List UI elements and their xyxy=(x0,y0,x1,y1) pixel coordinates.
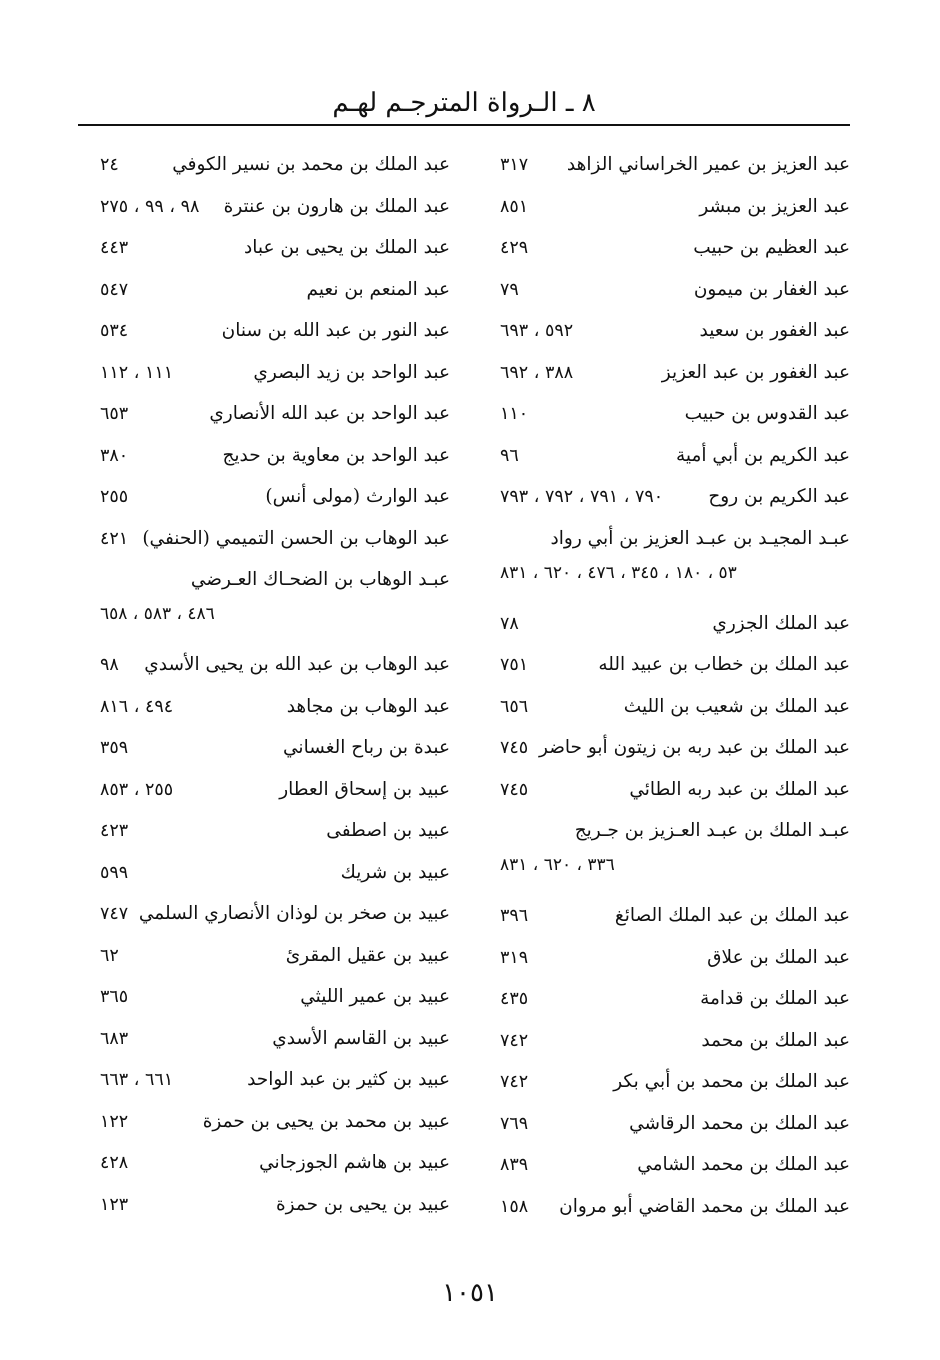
narrator-name: عبد الكريم بن روح xyxy=(708,486,850,507)
index-entry xyxy=(100,186,450,228)
page-references: ٧٦٩ xyxy=(500,1113,529,1134)
index-entry xyxy=(500,227,850,269)
narrator-name: عبيد بن إسحاق العطار xyxy=(279,778,450,800)
page-references: ٨٥١ xyxy=(500,196,529,217)
index-column-right xyxy=(500,144,850,1227)
index-entry xyxy=(500,1061,850,1103)
narrator-name: عبد الملك بن محمد القاضي أبو مروان xyxy=(559,1195,850,1217)
narrator-name: عبد الملك بن عبد الملك الصائغ xyxy=(614,905,850,926)
page-references: ٤٣٥ xyxy=(500,989,529,1009)
narrator-name: عبيد بن هاشم الجوزجاني xyxy=(259,1152,450,1173)
narrator-name: عبيد بن شريك xyxy=(340,861,450,883)
narrator-name: عبد الملك بن محمد بن أبي بكر xyxy=(613,1071,850,1092)
page-header xyxy=(78,82,850,126)
narrator-name: عبيد بن عمير الليثي xyxy=(300,986,450,1007)
page-references: ٩٨ xyxy=(100,655,119,675)
page-references: ٧٨ xyxy=(500,613,519,634)
page-references: ٣١٧ xyxy=(500,155,529,175)
page-references: ٣٩٦ xyxy=(500,906,529,926)
page-references: ٣٨٨ ، ٦٩٢ xyxy=(500,362,574,383)
narrator-name: عبد الوارث (مولى أنس) xyxy=(265,486,450,507)
narrator-name: عبد المنعم بن نعيم xyxy=(306,278,450,300)
index-entry xyxy=(100,227,450,269)
page-references: ١٥٨ xyxy=(500,1196,529,1217)
narrator-name: عبـد الوهاب بن الضحـاك العـرضي xyxy=(190,569,450,590)
index-entry xyxy=(500,393,850,435)
index-entry xyxy=(100,1101,450,1143)
narrator-name: عبيد بن يحيى بن حمزة xyxy=(275,1193,450,1215)
page-references: ٢٤ xyxy=(100,155,119,175)
narrator-name: عبد الملك بن محمد الرقاشي xyxy=(629,1112,850,1134)
index-entry xyxy=(500,144,850,186)
narrator-name: عبـد الملك بن عبـد العـزيز بن جـريج xyxy=(574,820,850,841)
narrator-name: عبيد بن كثير بن عبد الواحد xyxy=(247,1069,450,1090)
index-entry xyxy=(500,476,850,518)
page-references: ٤٩٤ ، ٨١٦ xyxy=(100,696,174,717)
index-entry xyxy=(100,310,450,352)
page-references: ١١٠ xyxy=(500,404,529,424)
page-number: ١٠٥١ xyxy=(442,1278,498,1308)
page-references: ٧٤٢ xyxy=(500,1072,529,1092)
narrator-name: عبد الملك بن خطاب بن عبيد الله xyxy=(598,654,850,675)
index-entry xyxy=(500,727,850,769)
index-entry xyxy=(100,893,450,935)
page-references: ٧٤٢ xyxy=(500,1030,529,1051)
index-entry xyxy=(100,810,450,852)
page-references: ٩٦ xyxy=(500,445,519,466)
index-entry xyxy=(100,769,450,811)
page-references: ٣٨٠ xyxy=(100,445,129,466)
index-entry xyxy=(500,895,850,937)
index-entry xyxy=(500,1144,850,1186)
narrator-name: عبد الواحد بن معاوية بن حديج xyxy=(222,444,450,466)
index-entry xyxy=(100,269,450,311)
index-entry xyxy=(100,727,450,769)
index-entry xyxy=(500,1020,850,1062)
page-references: ٥٣ ، ١٨٠ ، ٣٤٥ ، ٤٧٦ ، ٦٢٠ ، ٨٣١ xyxy=(500,562,737,583)
page-references: ١١١ ، ١١٢ xyxy=(100,362,174,383)
page-references: ٤٢١ xyxy=(100,528,129,549)
narrator-name: عبد الوهاب بن مجاهد xyxy=(286,695,450,717)
narrator-name: عبد الملك الجزري xyxy=(712,612,850,634)
narrator-name: عبد الملك بن محمد بن نسير الكوفي xyxy=(172,154,450,175)
narrator-name: عبد الملك بن هارون بن عنترة xyxy=(223,195,450,217)
narrator-name: عبد الوهاب بن عبد الله بن يحيى الأسدي xyxy=(144,654,450,675)
index-entry xyxy=(100,393,450,435)
index-entry xyxy=(100,644,450,686)
page-references: ٦٢ xyxy=(100,945,119,966)
index-entry xyxy=(100,559,450,644)
page-references: ٣١٩ xyxy=(500,947,529,968)
page-references: ٣٦٥ xyxy=(100,987,129,1007)
page-references: ٧٤٧ xyxy=(100,904,129,924)
narrator-name: عبد الوهاب بن الحسن التميمي (الحنفي) xyxy=(142,527,450,549)
index-entry xyxy=(100,976,450,1018)
page-references: ٧٤٥ xyxy=(500,738,529,758)
page-references: ٩٨ ، ٩٩ ، ٢٧٥ xyxy=(100,196,200,217)
narrator-name: عبدة بن رباح الغساني xyxy=(283,737,450,758)
page-references: ٥٤٧ xyxy=(100,279,129,300)
index-entry xyxy=(100,935,450,977)
narrator-name: عبد الملك بن عبد ربه بن زيتون أبو حاضر xyxy=(538,737,850,758)
header-title: ٨ ـ الـرواة المترجـم لهـم xyxy=(332,88,596,118)
page-references: ٤٢٨ xyxy=(100,1153,129,1173)
narrator-name: عبد الغفور بن عبد العزيز xyxy=(661,361,850,383)
index-entry xyxy=(100,1184,450,1226)
index-entry xyxy=(100,476,450,518)
index-column-left xyxy=(100,144,450,1225)
page-references: ٥٩٩ xyxy=(100,862,129,883)
index-entry xyxy=(100,518,450,560)
page-references: ٥٣٤ xyxy=(100,321,129,341)
index-entry xyxy=(100,852,450,894)
index-entry xyxy=(500,1103,850,1145)
page-references: ٧٥١ xyxy=(500,655,529,675)
narrator-name: عبيد بن محمد بن يحيى بن حمزة xyxy=(202,1110,450,1132)
narrator-name: عبد القدوس بن حبيب xyxy=(684,403,850,424)
narrator-name: عبيد بن القاسم الأسدي xyxy=(272,1027,450,1049)
page-references: ١٢٢ xyxy=(100,1111,129,1132)
page-references: ٦٨٣ xyxy=(100,1028,129,1049)
index-entry xyxy=(500,518,850,603)
narrator-name: عبد الملك بن عبد ربه الطائي xyxy=(629,778,850,800)
narrator-name: عبد الملك بن محمد xyxy=(701,1029,850,1051)
index-entry xyxy=(100,144,450,186)
page-references: ٦٥٣ xyxy=(100,404,129,424)
page-references: ٤٢٩ xyxy=(500,238,529,258)
index-entry xyxy=(500,769,850,811)
narrator-name: عبد الكريم بن أبي أمية xyxy=(675,444,850,466)
narrator-name: عبيد بن صخر بن لوذان الأنصاري السلمي xyxy=(138,903,450,924)
narrator-name: عبد الواحد بن زيد البصري xyxy=(253,361,450,383)
narrator-name: عبد الملك بن قدامة xyxy=(700,988,850,1009)
index-entry xyxy=(500,644,850,686)
index-entry xyxy=(500,978,850,1020)
page-references: ٧٩٠ ، ٧٩١ ، ٧٩٢ ، ٧٩٣ xyxy=(500,487,664,507)
narrator-name: عبـد المجيـد بن عبـد العزيز بن أبي رواد xyxy=(550,527,850,549)
page-references: ٧٤٥ xyxy=(500,779,529,800)
page-references: ٨٣٩ xyxy=(500,1155,529,1175)
index-entry xyxy=(100,352,450,394)
index-entry xyxy=(500,269,850,311)
index-entry xyxy=(100,1018,450,1060)
page-references: ٤٨٦ ، ٥٨٣ ، ٦٥٨ xyxy=(100,604,215,624)
narrator-name: عبيد بن عقيل المقرئ xyxy=(285,944,450,966)
narrator-name: عبد الملك بن يحيى بن عباد xyxy=(244,237,450,258)
narrator-name: عبد الغفار بن ميمون xyxy=(693,278,850,300)
page-references: ٤٢٣ xyxy=(100,821,129,841)
narrator-name: عبد الملك بن شعيب بن الليث xyxy=(623,695,850,717)
index-entry xyxy=(500,937,850,979)
page-references: ١٢٣ xyxy=(100,1194,129,1215)
narrator-name: عبد الواحد بن عبد الله الأنصاري xyxy=(209,403,450,424)
index-entry xyxy=(500,435,850,477)
page-references: ٣٣٦ ، ٦٢٠ ، ٨٣١ xyxy=(500,855,615,875)
index-entry xyxy=(100,1059,450,1101)
page-references: ٦٦١ ، ٦٦٣ xyxy=(100,1070,174,1090)
index-entry xyxy=(100,435,450,477)
index-entry xyxy=(500,1186,850,1228)
page-references: ٢٥٥ ، ٨٥٣ xyxy=(100,779,174,800)
narrator-name: عبد العزيز بن مبشر xyxy=(699,195,850,217)
index-entry xyxy=(500,352,850,394)
index-entry xyxy=(500,810,850,895)
page-references: ٣٥٩ xyxy=(100,738,129,758)
narrator-name: عبيد بن اصطفى xyxy=(326,820,450,841)
page-references: ٧٩ xyxy=(500,279,519,300)
index-entry xyxy=(100,686,450,728)
narrator-name: عبد النور بن عبد الله بن سنان xyxy=(221,320,450,341)
narrator-name: عبد العزيز بن عمير الخراساني الزاهد xyxy=(566,154,850,175)
narrator-name: عبد العظيم بن حبيب xyxy=(693,237,850,258)
page-references: ٤٤٣ xyxy=(100,238,129,258)
narrator-name: عبد الملك بن محمد الشامي xyxy=(637,1154,850,1175)
page-references: ٢٥٥ xyxy=(100,487,129,507)
narrator-name: عبد الغفور بن سعيد xyxy=(699,320,850,341)
index-entry xyxy=(500,603,850,645)
index-entry xyxy=(500,686,850,728)
index-entry xyxy=(500,310,850,352)
index-entry xyxy=(100,1142,450,1184)
page-references: ٥٩٢ ، ٦٩٣ xyxy=(500,321,574,341)
page-references: ٦٥٦ xyxy=(500,696,529,717)
narrator-name: عبد الملك بن علاق xyxy=(707,946,850,968)
index-entry xyxy=(500,186,850,228)
